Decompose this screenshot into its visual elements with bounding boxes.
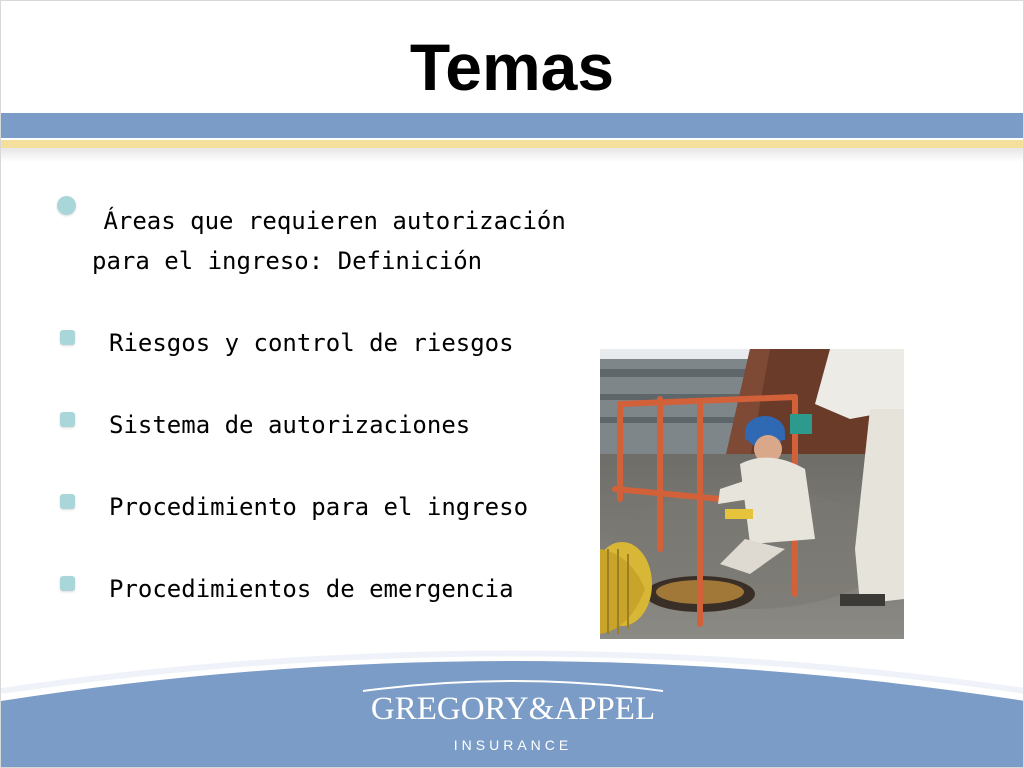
bullet-icon (57, 196, 76, 215)
bullet-item-2: Riesgos y control de riesgos (109, 329, 514, 357)
bullet-item-1-line-2: para el ingreso: Definición (92, 247, 483, 275)
slide-title: Temas (409, 30, 615, 104)
bullet-item-5: Procedimientos de emergencia (109, 575, 514, 603)
bullet-icon (60, 576, 75, 591)
bullet-icon (60, 412, 75, 427)
bullet-icon (60, 494, 75, 509)
company-logo-subtitle: INSURANCE (453, 737, 573, 753)
bullet-item-3: Sistema de autorizaciones (109, 411, 471, 439)
company-logo: GREGORY&APPEL (370, 691, 656, 727)
confined-space-worker-photo (600, 349, 904, 639)
bullet-item-1-line-1: Áreas que requieren autorización (89, 207, 566, 235)
bullet-item-4: Procedimiento para el ingreso (109, 493, 529, 521)
bullet-icon (60, 330, 75, 345)
photo-illustration (600, 349, 904, 639)
